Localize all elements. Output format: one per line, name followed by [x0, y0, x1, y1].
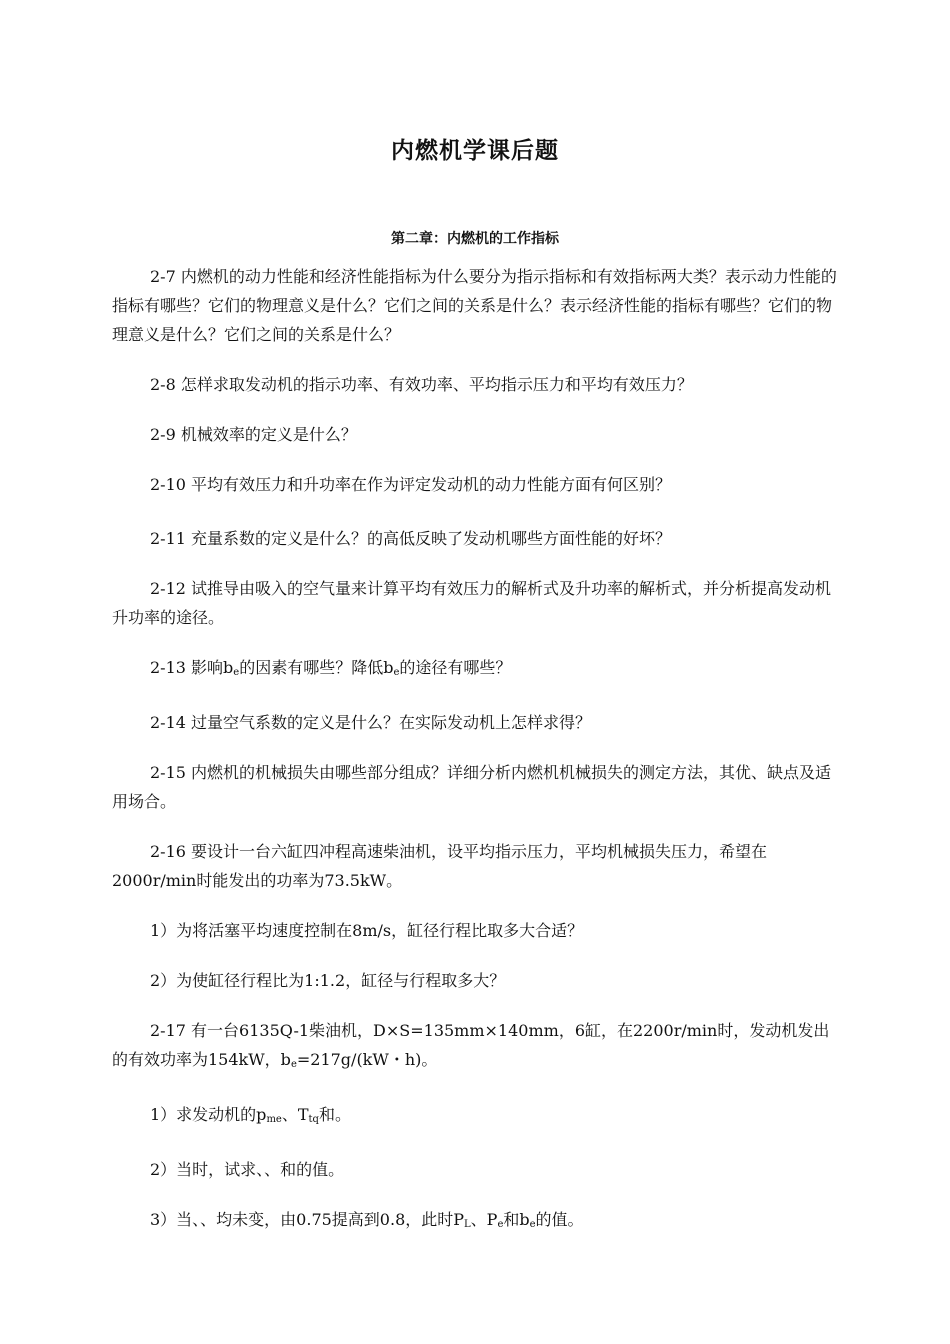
subscript-e: e	[529, 1219, 536, 1230]
question-2-17-3-text-d: 的值。	[535, 1210, 584, 1229]
question-2-17-part-3	[112, 1205, 840, 1239]
document-title: 内燃机学课后题	[391, 138, 559, 164]
question-2-17-3-text-a: 3）当、、均未变，由0.75提高到0.8，此时P	[150, 1210, 465, 1229]
question-2-17-text-a: 2-17 有一台6135Q-1柴油机，D×S=135mm×140mm，6缸，在2200r/min时，发动机发出的有效功率为154kW，b	[112, 1021, 830, 1069]
question-2-8: 2-8 怎样求取发动机的指示功率、有效功率、平均指示压力和平均有效压力？	[150, 375, 693, 394]
question-2-11: 2-11 充量系数的定义是什么？的高低反映了发动机哪些方面性能的好坏？	[150, 529, 672, 548]
question-2-9: 2-9 机械效率的定义是什么？	[150, 425, 357, 444]
question-2-10: 2-10 平均有效压力和升功率在作为评定发动机的动力性能方面有何区别？	[150, 475, 672, 494]
question-2-17-3-text-c: 和b	[503, 1210, 530, 1229]
question-2-13-text-a: 2-13 影响b	[150, 658, 234, 677]
question-2-13-text-b: 的因素有哪些？降低b	[239, 658, 394, 677]
question-2-17	[112, 1016, 840, 1079]
question-2-17-part-1	[112, 1100, 840, 1134]
question-2-13	[112, 653, 840, 687]
question-2-17-1-text-c: 和。	[318, 1105, 351, 1124]
subscript-me: me	[266, 1114, 282, 1125]
question-2-17-1-text-a: 1）求发动机的p	[150, 1105, 267, 1124]
question-2-7: 2-7 内燃机的动力性能和经济性能指标为什么要分为指示指标和有效指标两大类？表示动力性能的指标有哪些？它们的物理意义是什么？它们之间的关系是什么？表示经济性能的指标有哪些？它们的物理意义是什么？它们之间的关系是什么？	[112, 267, 837, 344]
subscript-l: L	[464, 1219, 471, 1230]
question-2-17-3-text-b: 、P	[470, 1210, 498, 1229]
question-2-14: 2-14 过量空气系数的定义是什么？在实际发动机上怎样求得？	[150, 713, 592, 732]
question-2-15: 2-15 内燃机的机械损失由哪些部分组成？详细分析内燃机机械损失的测定方法，其优、缺点及适用场合。	[112, 763, 832, 811]
subscript-tq: tq	[308, 1114, 319, 1125]
subscript-e: e	[290, 1059, 297, 1070]
question-2-13-text-c: 的途径有哪些？	[399, 658, 512, 677]
question-list	[112, 262, 840, 1239]
question-2-17-text-b: =217g/(kW・h)。	[296, 1050, 438, 1069]
question-2-16-part-1: 1）为将活塞平均速度控制在8m/s，缸径行程比取多大合适？	[150, 921, 584, 940]
subscript-e: e	[233, 667, 240, 678]
question-2-17-1-text-b: 、T	[281, 1105, 309, 1124]
question-2-12: 2-12 试推导由吸入的空气量来计算平均有效压力的解析式及升功率的解析式，并分析提高发动机升功率的途径。	[112, 579, 832, 627]
question-2-16: 2-16 要设计一台六缸四冲程高速柴油机，设平均指示压力，平均机械损失压力，希望在2000r/min时能发出的功率为73.5kW。	[112, 842, 768, 890]
chapter-heading: 第二章：内燃机的工作指标	[391, 231, 559, 247]
subscript-e: e	[393, 667, 400, 678]
subscript-e: e	[497, 1219, 504, 1230]
question-2-16-part-2: 2）为使缸径行程比为1:1.2，缸径与行程取多大？	[150, 971, 506, 990]
question-2-17-part-2: 2）当时，试求、、和的值。	[150, 1160, 345, 1179]
